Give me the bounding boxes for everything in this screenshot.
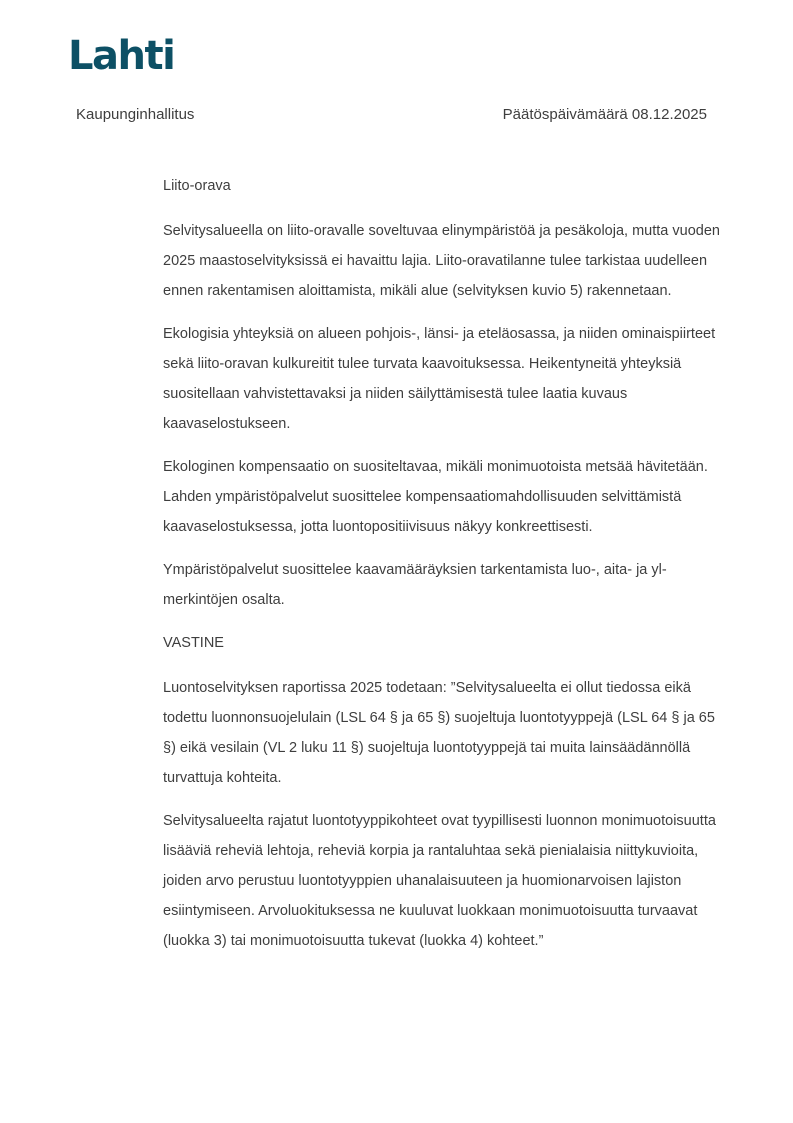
body-paragraph: Selvitysalueelta rajatut luontotyyppikohteet ovat tyypillisesti luonnon monimuotoisuutta lisääviä reheviä lehtoja, reheviä korpia ja rantaluhtaa sekä pienialaisia niittykuvioita, joiden arvo perustuu luontotyyppien uhanalaisuuteen ja huomionarvoisen lajiston esiintymiseen. Arvoluokituksessa ne kuuluvat luokkaan monimuotoisuutta turvaavat (luokka 3) tai monimuotoisuutta tukevat (luokka 4) kohteet.” — [163, 813, 716, 949]
body-paragraph: Ekologinen kompensaatio on suositeltavaa, mikäli monimuotoista metsää hävitetään. Lahden ympäristöpalvelut suosittelee kompensaatiomahdollisuuden selvittämistä kaavaselostuksessa, jotta luontopositiivisuus näkyy konkreettisesti. — [163, 459, 708, 535]
header-left-committee: Kaupunginhallitus — [76, 106, 195, 123]
body-paragraph: Luontoselvityksen raportissa 2025 todetaan: ”Selvitysalueelta ei ollut tiedossa eikä todettu luonnonsuojelulain (LSL 64 § ja 65 §) suojeltuja luontotyyppejä (LSL 64 § ja 65 §) eikä vesilain (VL 2 luku 11 §) suojeltuja luontotyyppejä tai muita lainsäädännöllä turvattuja kohteita. — [163, 680, 715, 786]
document-body — [163, 171, 723, 969]
body-paragraph: Selvitysalueella on liito-oravalle soveltuvaa elinympäristöä ja pesäkoloja, mutta vuoden 2025 maastoselvityksissä ei havaittu lajia. Liito-oravatilanne tulee tarkistaa uudelleen ennen rakentamisen aloittamista, mikäli alue (selvityksen kuvio 5) rakennetaan. — [163, 223, 720, 299]
body-paragraph: Ekologisia yhteyksiä on alueen pohjois-, länsi- ja eteläosassa, ja niiden ominaispiirteet sekä liito-oravan kulkureitit tulee turvata kaavoituksessa. Heikentyneitä yhteyksiä suositellaan vahvistettavaksi ja niiden säilyttämisestä tulee laatia kuvaus kaavaselostukseen. — [163, 326, 716, 432]
lahti-logo: Lahti — [68, 33, 175, 79]
section-heading: VASTINE — [163, 635, 224, 651]
document-header — [76, 106, 707, 123]
header-right-decision-date: Päätöspäivämäärä 08.12.2025 — [502, 106, 707, 123]
section-heading: Liito-orava — [163, 178, 231, 194]
body-paragraph: Ympäristöpalvelut suosittelee kaavamääräyksien tarkentamista luo-, aita- ja yl-merkintöjen osalta. — [163, 562, 667, 608]
